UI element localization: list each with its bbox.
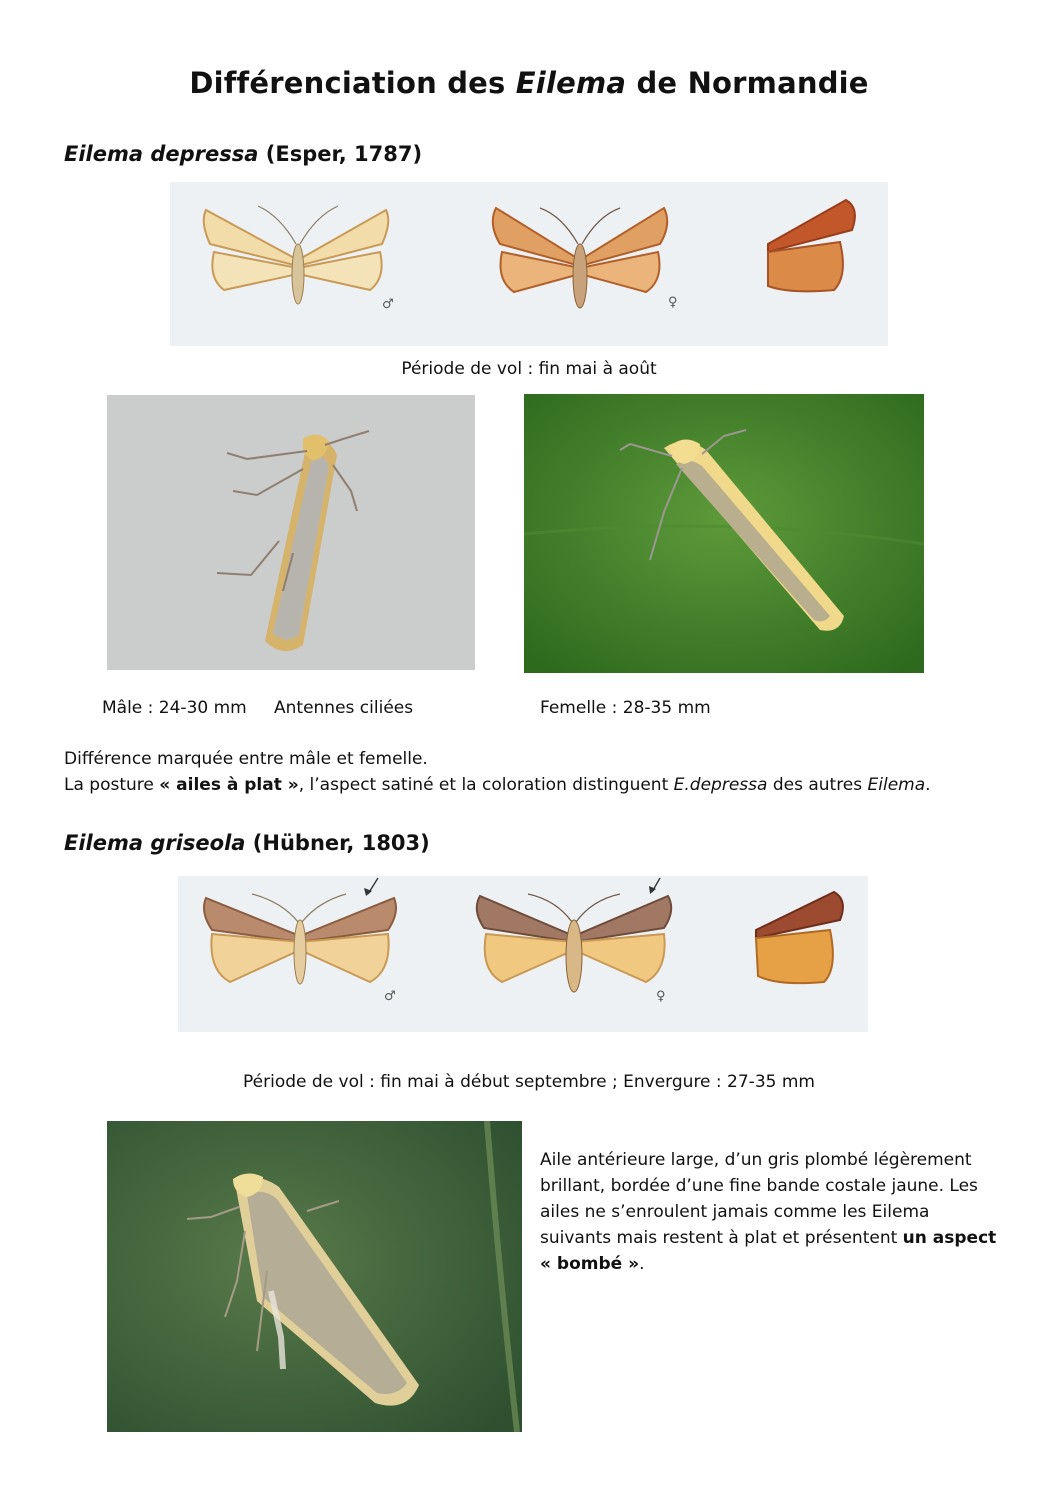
female-moth-illustration (477, 878, 671, 992)
page-title: Différenciation des Eilema de Normandie (189, 66, 869, 100)
female-moth-illustration (493, 208, 667, 308)
photo-griseola (107, 1121, 522, 1432)
caption-female-size: Femelle : 28-35 mm (540, 698, 711, 718)
species-heading-depressa: Eilema depressa (Esper, 1787) (64, 142, 423, 166)
caption-male-size: Mâle : 24-30 mm (102, 698, 247, 718)
male-moth-illustration (204, 206, 389, 304)
male-moth-illustration (204, 878, 396, 984)
male-symbol: ♂ (384, 989, 396, 1004)
illustration-plate-depressa (170, 182, 888, 346)
caption-antennae: Antennes ciliées (274, 698, 414, 718)
wing-detail-illustration (768, 200, 855, 291)
wing-detail-illustration (756, 892, 843, 983)
flight-period-depressa: Période de vol : fin mai à août (401, 359, 657, 379)
note-sexual-dimorphism: Différence marquée entre mâle et femelle. (64, 749, 428, 769)
species-heading-griseola: Eilema griseola (Hübner, 1803) (64, 831, 430, 855)
female-symbol: ♀ (656, 989, 666, 1004)
female-symbol: ♀ (668, 295, 678, 310)
photo-female-depressa (524, 394, 924, 673)
illustration-plate-griseola (178, 876, 868, 1032)
flight-period-griseola: Période de vol : fin mai à début septembre ; Envergure : 27-35 mm (243, 1072, 815, 1092)
photo-male-depressa (107, 395, 475, 670)
male-symbol: ♂ (382, 297, 394, 312)
note-posture: La posture « ailes à plat », l’aspect satiné et la coloration distinguent E.depressa des autres Eilema. (64, 775, 931, 795)
description-griseola: Aile antérieure large, d’un gris plombé légèrement brillant, bordée d’une fine bande costale jaune. Les ailes ne s’enroulent jamais comme les Eilema suivants mais restent à plat et présentent un aspect « bombé ». (540, 1150, 997, 1274)
